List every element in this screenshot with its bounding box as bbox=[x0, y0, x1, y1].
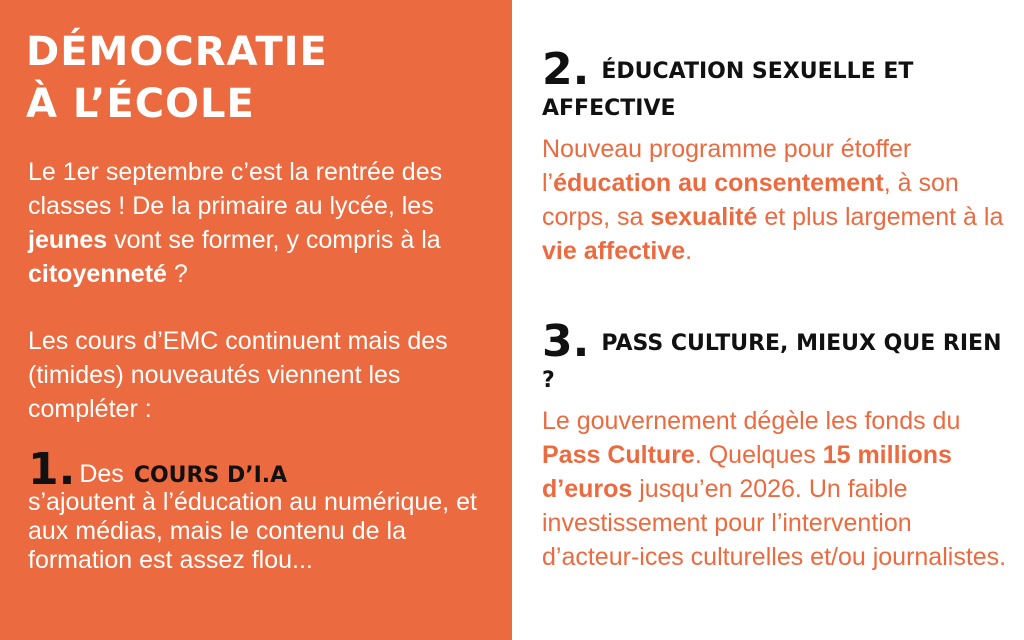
item-2-bold-sexualite: sexualité bbox=[650, 203, 758, 231]
item-2-heading: ÉDUCATION SEXUELLE ET AFFECTIVE bbox=[542, 59, 914, 121]
item-3-text-2: . Quelques bbox=[694, 441, 823, 469]
page-title bbox=[26, 26, 328, 130]
item-1-heading: COURS D’I.A bbox=[133, 463, 288, 488]
emc-paragraph: Les cours d’EMC continuent mais des (timides) nouveautés viennent les compléter : bbox=[28, 327, 448, 423]
intro-text-2: vont se former, y compris à la bbox=[107, 226, 441, 254]
item-2-bold-vie-affective: vie affective bbox=[542, 237, 686, 265]
item-3-text-3: jusqu’en 2026. Un faible investissement pour l’intervention d’acteur-ices culturelles et/ou journalistes. bbox=[542, 475, 1007, 571]
item-2-body bbox=[542, 132, 1007, 268]
item-2-header bbox=[542, 44, 1007, 126]
title-line-2: À L’ÉCOLE bbox=[26, 81, 255, 127]
title-line-1: DÉMOCRATIE bbox=[26, 29, 328, 75]
item-3-text-1: Le gouvernement dégèle les fonds du bbox=[542, 407, 961, 435]
item-1-body: s’ajoutent à l’éducation au numérique, et aux médias, mais le contenu de la formation est assez flou... bbox=[28, 488, 477, 574]
intro-text-3: ? bbox=[166, 260, 188, 288]
item-2-number: 2. bbox=[542, 44, 590, 95]
item-3-bold-amount: 15 millions d’euros bbox=[542, 441, 952, 503]
item-2-text-4: . bbox=[685, 237, 693, 265]
item-1-number: 1. bbox=[28, 444, 76, 495]
intro-bold-jeunes: jeunes bbox=[28, 226, 108, 254]
item-1-lead: Des bbox=[79, 460, 124, 488]
item-3-heading: PASS CULTURE, MIEUX QUE RIEN ? bbox=[542, 331, 1002, 393]
item-2-text-2: , à son corps, sa bbox=[542, 169, 959, 231]
item-3-bold-pass-culture: Pass Culture bbox=[542, 441, 695, 469]
intro-bold-citoyennete: citoyenneté bbox=[28, 260, 167, 288]
item-1 bbox=[28, 444, 498, 575]
item-3-number: 3. bbox=[542, 316, 590, 367]
item-2-bold-consentement: éducation au consentement bbox=[553, 169, 884, 197]
item-3-body bbox=[542, 404, 1007, 574]
intro-paragraph bbox=[28, 155, 498, 291]
item-2-text-1: Nouveau programme pour étoffer l’ bbox=[542, 135, 912, 197]
item-3 bbox=[542, 316, 1007, 574]
intro-text-1: Le 1er septembre c’est la rentrée des classes ! De la primaire au lycée, les bbox=[28, 158, 443, 220]
item-3-header bbox=[542, 316, 1007, 398]
item-2-text-3: et plus largement à la bbox=[757, 203, 1004, 231]
item-2 bbox=[542, 44, 1007, 268]
